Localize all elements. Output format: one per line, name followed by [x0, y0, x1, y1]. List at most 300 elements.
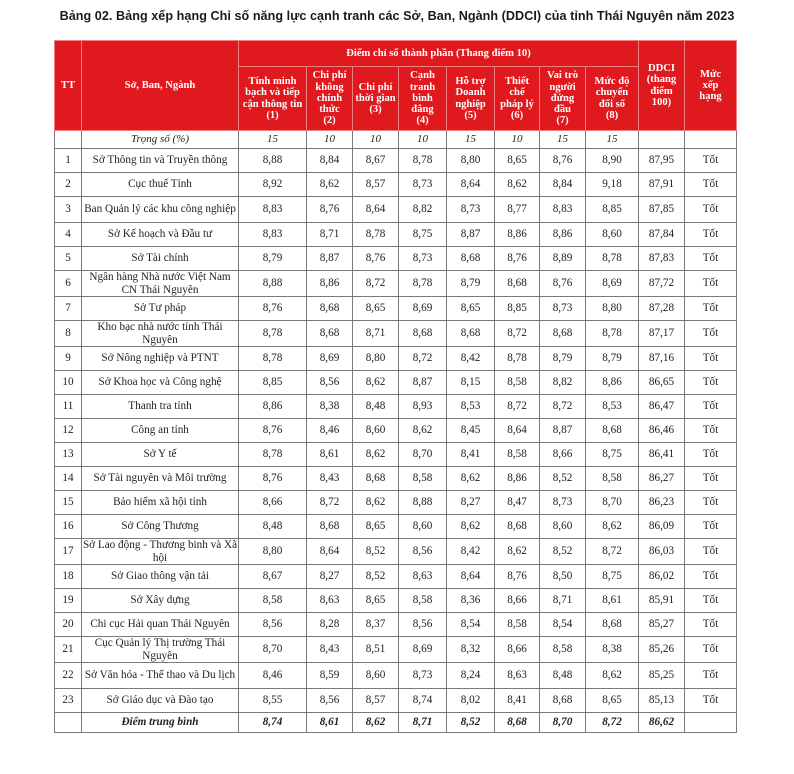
table-row — [55, 515, 737, 539]
score-cell: 8,88 — [239, 149, 307, 173]
score-cell: 8,47 — [495, 491, 540, 515]
row-name: Ban Quản lý các khu công nghiệp — [82, 197, 239, 223]
table-row — [55, 539, 737, 565]
row-tt: 8 — [55, 321, 82, 347]
score-cell: 8,80 — [239, 539, 307, 565]
score-cell: 8,72 — [586, 539, 639, 565]
score-cell: 8,67 — [239, 565, 307, 589]
row-rank: Tốt — [685, 149, 737, 173]
row-rank: Tốt — [685, 589, 737, 613]
average-score-cell: 8,71 — [399, 713, 447, 733]
row-rank: Tốt — [685, 371, 737, 395]
average-score-cell: 8,61 — [307, 713, 353, 733]
score-cell: 8,53 — [586, 395, 639, 419]
table-row — [55, 589, 737, 613]
row-rank: Tốt — [685, 197, 737, 223]
score-cell: 8,76 — [239, 419, 307, 443]
table-row — [55, 271, 737, 297]
score-cell: 8,87 — [307, 247, 353, 271]
weights-ddci — [639, 131, 685, 149]
score-cell: 8,37 — [353, 613, 399, 637]
weights-row — [55, 131, 737, 149]
score-cell: 8,77 — [495, 197, 540, 223]
header-component-index: (2) — [323, 115, 336, 127]
score-cell: 8,52 — [353, 565, 399, 589]
row-ddci: 86,23 — [639, 491, 685, 515]
score-cell: 9,18 — [586, 173, 639, 197]
row-tt: 1 — [55, 149, 82, 173]
table-row — [55, 197, 737, 223]
row-ddci: 86,27 — [639, 467, 685, 491]
row-tt: 17 — [55, 539, 82, 565]
score-cell: 8,71 — [353, 321, 399, 347]
row-tt: 3 — [55, 197, 82, 223]
score-cell: 8,68 — [447, 247, 495, 271]
score-cell: 8,75 — [399, 223, 447, 247]
score-cell: 8,63 — [307, 589, 353, 613]
row-tt: 16 — [55, 515, 82, 539]
score-cell: 8,88 — [399, 491, 447, 515]
score-cell: 8,85 — [239, 371, 307, 395]
weight-cell: 15 — [447, 131, 495, 149]
row-tt: 15 — [55, 491, 82, 515]
score-cell: 8,72 — [307, 491, 353, 515]
row-rank: Tốt — [685, 395, 737, 419]
score-cell: 8,76 — [239, 467, 307, 491]
row-name: Sở Giao thông vận tải — [82, 565, 239, 589]
header-component-label: Mức độ chuyển đổi số — [594, 76, 630, 110]
score-cell: 8,78 — [399, 271, 447, 297]
score-cell: 8,55 — [239, 689, 307, 713]
score-cell: 8,68 — [307, 297, 353, 321]
header-component-label: Chi phí không chính thức — [312, 70, 347, 116]
header-component-label: Cạnh tranh bình đẳng — [409, 70, 436, 116]
row-ddci: 85,13 — [639, 689, 685, 713]
row-ddci: 87,85 — [639, 197, 685, 223]
score-cell: 8,36 — [447, 589, 495, 613]
row-ddci: 87,17 — [639, 321, 685, 347]
score-cell: 8,62 — [447, 467, 495, 491]
score-cell: 8,86 — [307, 271, 353, 297]
row-name: Sở Giáo dục và Đào tạo — [82, 689, 239, 713]
score-cell: 8,63 — [399, 565, 447, 589]
score-cell: 8,80 — [447, 149, 495, 173]
score-cell: 8,78 — [586, 247, 639, 271]
row-tt: 13 — [55, 443, 82, 467]
score-cell: 8,78 — [495, 347, 540, 371]
score-cell: 8,78 — [239, 347, 307, 371]
row-ddci: 87,84 — [639, 223, 685, 247]
table-row — [55, 491, 737, 515]
header-component-8 — [586, 67, 639, 131]
score-cell: 8,73 — [540, 297, 586, 321]
row-rank: Tốt — [685, 689, 737, 713]
score-cell: 8,46 — [239, 663, 307, 689]
score-cell: 8,66 — [495, 637, 540, 663]
score-cell: 8,87 — [447, 223, 495, 247]
table-row — [55, 149, 737, 173]
row-tt: 23 — [55, 689, 82, 713]
score-cell: 8,68 — [495, 515, 540, 539]
score-cell: 8,82 — [540, 371, 586, 395]
row-ddci: 87,72 — [639, 271, 685, 297]
score-cell: 8,78 — [239, 321, 307, 347]
score-cell: 8,48 — [239, 515, 307, 539]
score-cell: 8,79 — [239, 247, 307, 271]
row-ddci: 85,27 — [639, 613, 685, 637]
score-cell: 8,73 — [399, 173, 447, 197]
score-cell: 8,64 — [495, 419, 540, 443]
score-cell: 8,62 — [495, 173, 540, 197]
score-cell: 8,69 — [399, 297, 447, 321]
row-tt: 18 — [55, 565, 82, 589]
header-component-index: (7) — [556, 115, 569, 127]
table-row — [55, 247, 737, 271]
table-row — [55, 297, 737, 321]
row-tt: 6 — [55, 271, 82, 297]
score-cell: 8,65 — [353, 515, 399, 539]
score-cell: 8,24 — [447, 663, 495, 689]
score-cell: 8,60 — [353, 663, 399, 689]
average-score-cell: 8,62 — [353, 713, 399, 733]
header-component-label: Vai trò người đứng đầu — [546, 70, 579, 116]
score-cell: 8,68 — [399, 321, 447, 347]
row-ddci: 87,95 — [639, 149, 685, 173]
score-cell: 8,51 — [353, 637, 399, 663]
row-rank: Tốt — [685, 515, 737, 539]
score-cell: 8,56 — [399, 539, 447, 565]
row-tt: 11 — [55, 395, 82, 419]
row-name: Sở Tư pháp — [82, 297, 239, 321]
score-cell: 8,57 — [353, 173, 399, 197]
row-ddci: 87,28 — [639, 297, 685, 321]
score-cell: 8,68 — [586, 613, 639, 637]
score-cell: 8,48 — [540, 663, 586, 689]
score-cell: 8,66 — [495, 589, 540, 613]
row-name: Thanh tra tỉnh — [82, 395, 239, 419]
header-component-index: (1) — [266, 109, 279, 121]
score-cell: 8,54 — [540, 613, 586, 637]
score-cell: 8,83 — [239, 197, 307, 223]
score-cell: 8,93 — [399, 395, 447, 419]
table-row — [55, 443, 737, 467]
row-name: Sở Xây dựng — [82, 589, 239, 613]
score-cell: 8,90 — [586, 149, 639, 173]
table-row — [55, 419, 737, 443]
score-cell: 8,65 — [586, 689, 639, 713]
table-title: Bảng 02. Bảng xếp hạng Chỉ số năng lực cạnh tranh các Sở, Ban, Ngành (DDCI) của tỉnh Thái Nguyên năm 2023 — [59, 9, 735, 23]
score-cell: 8,68 — [307, 321, 353, 347]
score-cell: 8,48 — [353, 395, 399, 419]
score-cell: 8,76 — [540, 271, 586, 297]
score-cell: 8,69 — [307, 347, 353, 371]
table-row — [55, 637, 737, 663]
score-cell: 8,61 — [307, 443, 353, 467]
table-row — [55, 321, 737, 347]
score-cell: 8,80 — [353, 347, 399, 371]
row-rank: Tốt — [685, 419, 737, 443]
weight-cell: 15 — [586, 131, 639, 149]
table-row — [55, 565, 737, 589]
header-component-label: Hỗ trợ Doanh nghiệp — [455, 76, 486, 110]
score-cell: 8,76 — [307, 197, 353, 223]
score-cell: 8,62 — [353, 491, 399, 515]
score-cell: 8,28 — [307, 613, 353, 637]
score-cell: 8,58 — [399, 467, 447, 491]
score-cell: 8,62 — [307, 173, 353, 197]
score-cell: 8,74 — [399, 689, 447, 713]
score-cell: 8,60 — [399, 515, 447, 539]
row-tt: 10 — [55, 371, 82, 395]
score-cell: 8,59 — [307, 663, 353, 689]
table-row — [55, 663, 737, 689]
score-cell: 8,27 — [307, 565, 353, 589]
score-cell: 8,56 — [307, 689, 353, 713]
score-cell: 8,65 — [353, 589, 399, 613]
row-rank: Tốt — [685, 321, 737, 347]
score-cell: 8,67 — [353, 149, 399, 173]
score-cell: 8,73 — [540, 491, 586, 515]
header-component-7 — [540, 67, 586, 131]
score-cell: 8,83 — [540, 197, 586, 223]
score-cell: 8,71 — [540, 589, 586, 613]
score-cell: 8,78 — [586, 321, 639, 347]
score-cell: 8,68 — [447, 321, 495, 347]
score-cell: 8,83 — [239, 223, 307, 247]
row-ddci: 85,25 — [639, 663, 685, 689]
header-rank: Mức xếp hạng — [685, 41, 737, 131]
weight-cell: 10 — [495, 131, 540, 149]
score-cell: 8,86 — [540, 223, 586, 247]
average-score-cell: 8,68 — [495, 713, 540, 733]
score-cell: 8,62 — [399, 419, 447, 443]
header-name: Sở, Ban, Ngành — [82, 41, 239, 131]
score-cell: 8,42 — [447, 539, 495, 565]
weight-cell: 15 — [239, 131, 307, 149]
score-cell: 8,64 — [447, 565, 495, 589]
row-rank: Tốt — [685, 565, 737, 589]
header-component-5 — [447, 67, 495, 131]
score-cell: 8,72 — [540, 395, 586, 419]
score-cell: 8,58 — [239, 589, 307, 613]
score-cell: 8,76 — [239, 297, 307, 321]
header-component-1 — [239, 67, 307, 131]
row-ddci: 87,83 — [639, 247, 685, 271]
score-cell: 8,27 — [447, 491, 495, 515]
score-cell: 8,78 — [353, 223, 399, 247]
score-cell: 8,52 — [540, 467, 586, 491]
average-score-cell: 8,70 — [540, 713, 586, 733]
score-cell: 8,82 — [399, 197, 447, 223]
score-cell: 8,46 — [307, 419, 353, 443]
score-cell: 8,32 — [447, 637, 495, 663]
header-component-index: (6) — [510, 109, 524, 121]
row-name: Cục thuế Tỉnh — [82, 173, 239, 197]
score-cell: 8,58 — [540, 637, 586, 663]
row-tt: 5 — [55, 247, 82, 271]
row-rank: Tốt — [685, 297, 737, 321]
score-cell: 8,57 — [353, 689, 399, 713]
score-cell: 8,60 — [353, 419, 399, 443]
row-ddci: 86,41 — [639, 443, 685, 467]
score-cell: 8,79 — [586, 347, 639, 371]
score-cell: 8,62 — [495, 539, 540, 565]
score-cell: 8,66 — [239, 491, 307, 515]
row-rank: Tốt — [685, 347, 737, 371]
average-rank — [685, 713, 737, 733]
header-component-index: (4) — [416, 115, 429, 127]
score-cell: 8,64 — [353, 197, 399, 223]
score-cell: 8,50 — [540, 565, 586, 589]
score-cell: 8,65 — [353, 297, 399, 321]
row-rank: Tốt — [685, 637, 737, 663]
row-name: Sở Y tế — [82, 443, 239, 467]
score-cell: 8,38 — [307, 395, 353, 419]
score-cell: 8,43 — [307, 467, 353, 491]
score-cell: 8,62 — [586, 515, 639, 539]
row-ddci: 85,26 — [639, 637, 685, 663]
score-cell: 8,62 — [353, 443, 399, 467]
score-cell: 8,76 — [540, 149, 586, 173]
table-row — [55, 395, 737, 419]
row-ddci: 87,91 — [639, 173, 685, 197]
score-cell: 8,58 — [399, 589, 447, 613]
row-ddci: 86,65 — [639, 371, 685, 395]
score-cell: 8,58 — [586, 467, 639, 491]
row-rank: Tốt — [685, 247, 737, 271]
weight-cell: 10 — [399, 131, 447, 149]
score-cell: 8,66 — [540, 443, 586, 467]
score-cell: 8,88 — [239, 271, 307, 297]
score-cell: 8,72 — [399, 347, 447, 371]
score-cell: 8,58 — [495, 371, 540, 395]
table-row — [55, 467, 737, 491]
row-tt: 4 — [55, 223, 82, 247]
row-tt: 2 — [55, 173, 82, 197]
row-tt: 9 — [55, 347, 82, 371]
score-cell: 8,78 — [239, 443, 307, 467]
row-name: Sở Khoa học và Công nghệ — [82, 371, 239, 395]
weight-cell: 15 — [540, 131, 586, 149]
score-cell: 8,76 — [495, 247, 540, 271]
header-component-index: (3) — [369, 104, 382, 116]
score-cell: 8,52 — [540, 539, 586, 565]
average-score-cell: 8,72 — [586, 713, 639, 733]
row-tt: 12 — [55, 419, 82, 443]
header-component-4 — [399, 67, 447, 131]
row-ddci: 86,02 — [639, 565, 685, 589]
score-cell: 8,52 — [353, 539, 399, 565]
score-cell: 8,61 — [586, 589, 639, 613]
score-cell: 8,72 — [353, 271, 399, 297]
row-name: Sở Tài nguyên và Môi trường — [82, 467, 239, 491]
row-tt: 22 — [55, 663, 82, 689]
score-cell: 8,68 — [307, 515, 353, 539]
score-cell: 8,68 — [353, 467, 399, 491]
score-cell: 8,85 — [495, 297, 540, 321]
table-row — [55, 371, 737, 395]
score-cell: 8,76 — [495, 565, 540, 589]
score-cell: 8,70 — [586, 491, 639, 515]
score-cell: 8,79 — [447, 271, 495, 297]
row-ddci: 86,09 — [639, 515, 685, 539]
score-cell: 8,45 — [447, 419, 495, 443]
score-cell: 8,41 — [447, 443, 495, 467]
table-row — [55, 223, 737, 247]
score-cell: 8,02 — [447, 689, 495, 713]
score-cell: 8,86 — [586, 371, 639, 395]
score-cell: 8,68 — [495, 271, 540, 297]
score-cell: 8,58 — [495, 613, 540, 637]
score-cell: 8,84 — [307, 149, 353, 173]
average-score-cell: 8,52 — [447, 713, 495, 733]
row-ddci: 85,91 — [639, 589, 685, 613]
row-rank: Tốt — [685, 663, 737, 689]
average-tt — [55, 713, 82, 733]
score-cell: 8,86 — [495, 223, 540, 247]
score-cell: 8,72 — [495, 321, 540, 347]
score-cell: 8,84 — [540, 173, 586, 197]
score-cell: 8,56 — [307, 371, 353, 395]
header-tt: TT — [55, 41, 82, 131]
score-cell: 8,86 — [495, 467, 540, 491]
score-cell: 8,62 — [447, 515, 495, 539]
score-cell: 8,56 — [239, 613, 307, 637]
weight-cell: 10 — [307, 131, 353, 149]
score-cell: 8,53 — [447, 395, 495, 419]
score-cell: 8,65 — [495, 149, 540, 173]
row-rank: Tốt — [685, 443, 737, 467]
table-row — [55, 173, 737, 197]
row-tt: 20 — [55, 613, 82, 637]
score-cell: 8,54 — [447, 613, 495, 637]
row-name: Sở Lao động - Thương binh và Xã hội — [82, 539, 238, 564]
score-cell: 8,85 — [586, 197, 639, 223]
score-cell: 8,64 — [307, 539, 353, 565]
row-ddci: 86,46 — [639, 419, 685, 443]
score-cell: 8,38 — [586, 637, 639, 663]
average-label: Điểm trung bình — [82, 713, 239, 733]
header-component-label: Thiết chế pháp lý — [500, 76, 534, 110]
score-cell: 8,92 — [239, 173, 307, 197]
header-component-index: (5) — [464, 109, 477, 121]
score-cell: 8,41 — [495, 689, 540, 713]
score-cell: 8,64 — [447, 173, 495, 197]
row-rank: Tốt — [685, 223, 737, 247]
weights-label: Trọng số (%) — [82, 131, 239, 149]
header-component-2 — [307, 67, 353, 131]
ddci-ranking-table — [54, 40, 737, 733]
score-cell: 8,68 — [540, 321, 586, 347]
row-rank: Tốt — [685, 271, 737, 297]
header-component-group: Điểm chỉ số thành phần (Thang điểm 10) — [239, 41, 639, 67]
row-name: Sở Tài chính — [82, 247, 239, 271]
score-cell: 8,71 — [307, 223, 353, 247]
row-name: Kho bạc nhà nước tỉnh Thái Nguyên — [82, 321, 239, 347]
table-row — [55, 613, 737, 637]
row-name: Cục Quản lý Thị trường Thái Nguyên — [82, 637, 239, 663]
score-cell: 8,69 — [399, 637, 447, 663]
table-row — [55, 689, 737, 713]
row-name: Sở Thông tin và Truyền thông — [82, 149, 239, 173]
score-cell: 8,62 — [353, 371, 399, 395]
score-cell: 8,72 — [495, 395, 540, 419]
row-ddci: 86,03 — [639, 539, 685, 565]
score-cell: 8,62 — [586, 663, 639, 689]
score-cell: 8,60 — [586, 223, 639, 247]
header-component-label: Chi phí thời gian — [355, 81, 396, 104]
score-cell: 8,15 — [447, 371, 495, 395]
